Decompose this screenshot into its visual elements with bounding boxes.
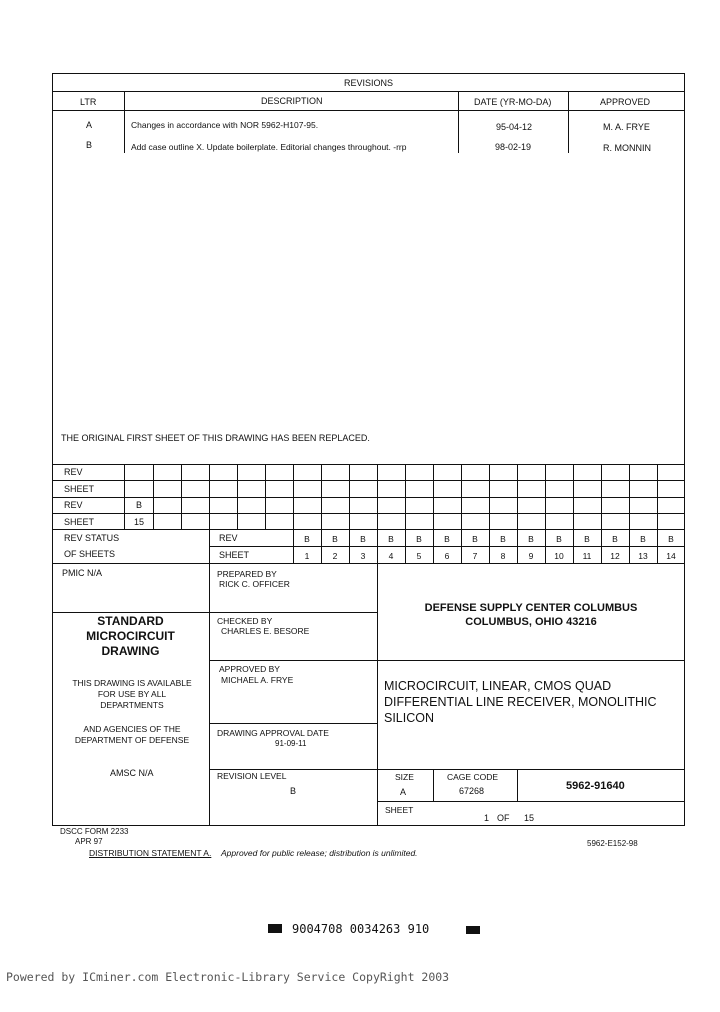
size-value: A <box>400 787 407 797</box>
rev-row-ltr: A <box>86 120 93 130</box>
status-rev-cell: B <box>360 534 366 544</box>
status-sheet-cell: 8 <box>500 551 506 561</box>
approved-by-name: MICHAEL A. FRYE <box>221 675 294 685</box>
status-rev-cell: B <box>556 534 562 544</box>
distribution-statement-text: Approved for public release; distribution is unlimited. <box>221 848 418 858</box>
status-sheet-cell: 3 <box>360 551 366 561</box>
rev-row-description: Add case outline X. Update boilerplate. Editorial changes throughout. -rrp <box>131 142 407 152</box>
device-title: MICROCIRCUIT, LINEAR, CMOS QUAD DIFFERENTIAL LINE RECEIVER, MONOLITHIC SILICON <box>384 679 657 725</box>
dscc-address: DEFENSE SUPPLY CENTER COLUMBUS COLUMBUS, OHIO 43216 <box>424 602 638 628</box>
distribution-statement-label: DISTRIBUTION STATEMENT A. <box>89 848 212 858</box>
status-rev-cell: B <box>304 534 310 544</box>
status-sheet-cell: 11 <box>582 551 592 561</box>
drawing-number: 5962-91640 <box>566 780 625 792</box>
standard-microcircuit-drawing: STANDARD MICROCIRCUIT DRAWING <box>86 614 175 658</box>
replaced-note: THE ORIGINAL FIRST SHEET OF THIS DRAWING HAS BEEN REPLACED. <box>61 433 370 443</box>
approval-date-label: DRAWING APPROVAL DATE <box>217 728 329 738</box>
rev-row-approved: R. MONNIN <box>603 143 651 153</box>
status-sheet-cell: 1 <box>304 551 310 561</box>
status-rev-cell: B <box>416 534 422 544</box>
sheet-total: 15 <box>524 813 535 823</box>
rev-status-label: REV STATUS <box>64 533 120 543</box>
approval-date: 91-09-11 <box>275 739 307 748</box>
rev-row-date: 98-02-19 <box>495 142 532 152</box>
sheet-number: 1 <box>484 813 490 823</box>
status-sheet-cell: 2 <box>332 551 338 561</box>
rev-row-date: 95-04-12 <box>496 122 533 132</box>
powered-by-footer: Powered by ICminer.com Electronic-Library Service CopyRight 2003 <box>6 970 450 984</box>
cage-code-value: 67268 <box>459 786 485 796</box>
doc-number: 5962-E152-98 <box>587 839 638 848</box>
status-sheet-cell: 4 <box>388 551 394 561</box>
status-rev-cell: B <box>640 534 646 544</box>
rev-header-date: DATE (YR-MO-DA) <box>474 97 552 107</box>
rev-header-approved: APPROVED <box>600 97 651 107</box>
status-sheet-cell: 10 <box>554 551 564 561</box>
barcode-number: 9004708 0034263 910 <box>292 922 430 936</box>
status-sheet-cell: 6 <box>444 551 450 561</box>
rev-header-ltr: LTR <box>80 97 97 107</box>
status-rev-cell: B <box>332 534 338 544</box>
revisions-title: REVISIONS <box>344 78 394 88</box>
rev-label: REV <box>64 467 83 477</box>
approved-by-label: APPROVED BY <box>219 664 280 674</box>
status-sheet-label: SHEET <box>219 550 250 560</box>
form-number: DSCC FORM 2233 <box>60 827 129 836</box>
revision-level-label: REVISION LEVEL <box>217 771 287 781</box>
amsc-label: AMSC N/A <box>110 768 154 778</box>
barcode-mark-right <box>466 926 480 934</box>
revision-level: B <box>290 786 297 796</box>
pmic-label: PMIC N/A <box>62 568 103 578</box>
checked-by-name: CHARLES E. BESORE <box>221 626 310 636</box>
sheet-label: SHEET <box>385 805 414 815</box>
status-rev-cell: B <box>584 534 590 544</box>
status-sheet-cell: 12 <box>610 551 620 561</box>
status-rev-cell: B <box>388 534 394 544</box>
sheet-label: SHEET <box>64 517 95 527</box>
status-sheet-cell: 13 <box>638 551 648 561</box>
rev-label: REV <box>64 500 83 510</box>
prepared-by-name: RICK C. OFFICER <box>219 579 290 589</box>
status-sheet-cell: 9 <box>528 551 534 561</box>
status-rev-cell: B <box>528 534 534 544</box>
prepared-by-label: PREPARED BY <box>217 569 277 579</box>
rev-cell-value: B <box>136 500 143 510</box>
size-label: SIZE <box>395 772 414 782</box>
barcode-mark-left <box>268 924 282 933</box>
status-rev-cell: B <box>612 534 618 544</box>
sheet-of: OF <box>497 813 510 823</box>
rev-row-description: Changes in accordance with NOR 5962-H107-95. <box>131 120 319 130</box>
status-rev-cell: B <box>472 534 478 544</box>
status-sheet-cell: 5 <box>416 551 422 561</box>
status-sheet-cell: 7 <box>472 551 478 561</box>
rev-header-description: DESCRIPTION <box>261 96 323 106</box>
cage-code-label: CAGE CODE <box>447 772 499 782</box>
checked-by-label: CHECKED BY <box>217 616 273 626</box>
rev-row-approved: M. A. FRYE <box>603 122 650 132</box>
of-sheets-label: OF SHEETS <box>64 549 116 559</box>
rev-row-ltr: B <box>86 140 93 150</box>
status-rev-cell: B <box>668 534 674 544</box>
status-rev-cell: B <box>500 534 506 544</box>
form-date: APR 97 <box>75 837 103 846</box>
availability-statement: THIS DRAWING IS AVAILABLE FOR USE BY ALL DEPARTMENTS AND AGENCIES OF THE DEPARTMENT OF DEFENSE <box>72 678 192 745</box>
status-rev-cell: B <box>444 534 450 544</box>
sheet-label: SHEET <box>64 484 95 494</box>
sheet-cell-value: 15 <box>134 517 145 527</box>
status-sheet-cell: 14 <box>666 551 676 561</box>
status-rev-label: REV <box>219 533 238 543</box>
